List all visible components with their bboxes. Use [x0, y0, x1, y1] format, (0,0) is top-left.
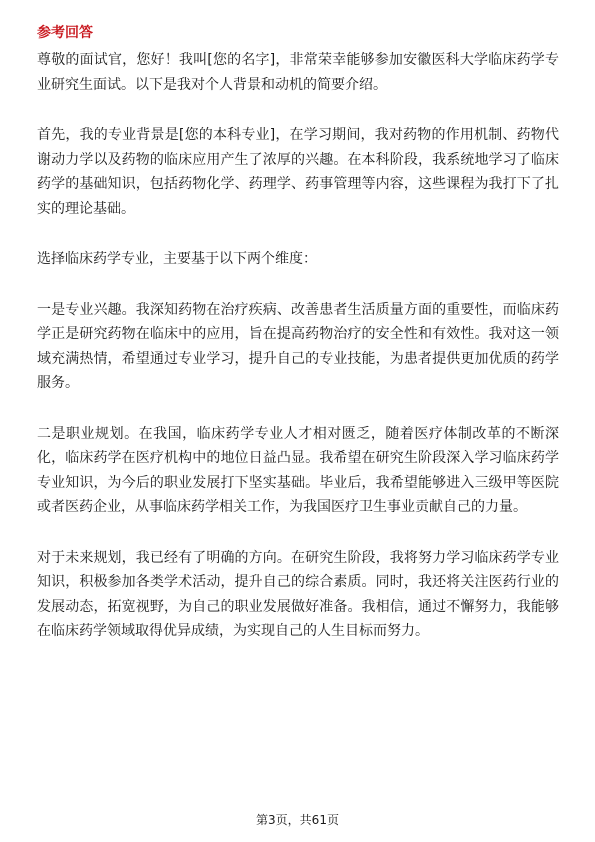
paragraph-career: 二是职业规划。在我国，临床药学专业人才相对匮乏，随着医疗体制改革的不断深化，临床药学在医疗机构中的地位日益凸显。我希望在研究生阶段深入学习临床药学专业知识，为今后的职业发展打下坚实基础。毕业后，我希望能够进入三级甲等医院或者医药企业，从事临床药学相关工作，为我国医疗卫生事业贡献自己的力量。 [37, 425, 559, 515]
paragraph-background: 首先，我的专业背景是[您的本科专业]，在学习期间，我对药物的作用机制、药物代谢动力学以及药物的临床应用产生了浓厚的兴趣。在本科阶段，我系统地学习了临床药学的基础知识，包括药物化学、药理学、药事管理等内容，这些课程为我打下了扎实的理论基础。 [37, 127, 559, 217]
paragraph-reasons-lead: 选择临床药学专业，主要基于以下两个维度： [37, 251, 317, 267]
paragraph-intro: 尊敬的面试官，您好！我叫[您的名字]，非常荣幸能够参加安徽医科大学临床药学专业研究生面试。以下是我对个人背景和动机的简要介绍。 [37, 52, 559, 93]
paragraph-interest: 一是专业兴趣。我深知药物在治疗疾病、改善患者生活质量方面的重要性，而临床药学正是研究药物在临床中的应用，旨在提高药物治疗的安全性和有效性。我对这一领域充满热情，希望通过专业学习，提升自己的专业技能，为患者提供更加优质的药学服务。 [37, 301, 559, 391]
section-heading: 参考回答 [37, 25, 93, 41]
paragraph-future: 对于未来规划，我已经有了明确的方向。在研究生阶段，我将努力学习临床药学专业知识，积极参加各类学术活动，提升自己的综合素质。同时，我还将关注医药行业的发展动态，拓宽视野，为自己的职业发展做好准备。我相信，通过不懈努力，我能够在临床药学领域取得优异成绩，为实现自己的人生目标而努力。 [37, 549, 559, 639]
answer-body [37, 48, 559, 670]
page-number: 第3页，共61页 [256, 813, 339, 827]
